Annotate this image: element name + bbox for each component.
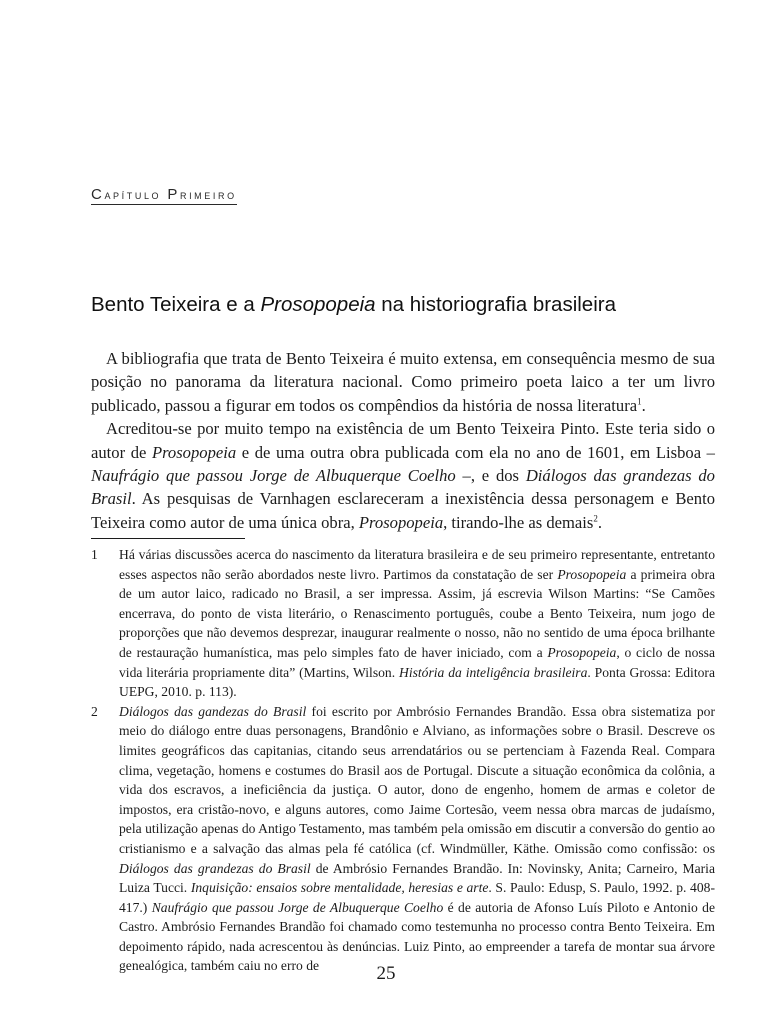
footnotes (91, 545, 715, 976)
chapter-heading-word1: apítulo (104, 187, 168, 202)
fn1-italic-b: Prosopopeia (557, 566, 627, 582)
chapter-heading-initial: C (91, 186, 105, 203)
p2-end: . (597, 512, 603, 532)
fn2-h: é de autoria de Afonso Luís Piloto e Antonio de Castro. Ambrósio Fernandes Brandão foi chamado como testemunha no processo contra Bento Teixeira. Em depoimento rápido, nada acrescentou às denúncias. Luiz Pinto, ao empreender a tarefa de montar sua árvore genealógica, também caiu no erro de (119, 899, 716, 974)
footnote-ref-1[interactable]: 1 (637, 396, 642, 407)
fn1-c: a primeira obra de um autor laico, radicado no Brasil, a ser impressa. Assim, já escrevia Wilson Martins: “Se Camões encerrava, do ponto de vista literário, o Renascimento português, coube a Bento Teixeira, num jogo de proporções que não devemos desprezar, inaugurar realmente o nosso, não no sentido de uma época brilhante de restauração humanística, mas pelo simples fato de haver iniciado, com a (119, 566, 715, 660)
footnote-number: 2 (91, 703, 98, 719)
page-title (91, 292, 731, 318)
p2-italic-prosopopeia: Prosopopeia (151, 442, 237, 462)
p1-text: A bibliografia que trata de Bento Teixeira é muito extensa, em consequência mesmo de sua posição no panorama da literatura nacional. Como primeiro poeta laico a ter um livro publicado, passou a figurar em todos os compêndios da história de nossa literatura (91, 349, 715, 415)
footnote-number: 1 (91, 547, 98, 562)
fn1-g: . Ponta Grossa: Editora UEPG, 2010. p. 113). (119, 664, 715, 700)
footnote-ref-2[interactable]: 2 (593, 513, 598, 524)
chapter-heading (91, 187, 237, 205)
p2-italic-naufragio: Naufrágio que passou Jorge de Albuquerque Coelho (91, 466, 456, 486)
fn1-italic-d: Prosopopeia (547, 644, 617, 660)
footnote-text (119, 545, 715, 702)
fn2-italic-a: Diálogos das gandezas do Brasil (119, 703, 307, 719)
p2-i: , tirando-lhe as demais (443, 512, 594, 532)
p2-italic-dialogos: Diálogos das grandezas do Brasil (91, 466, 715, 509)
fn2-italic-g: Naufrágio que passou Jorge de Albuquerque Coelho (151, 899, 444, 915)
fn1-e: , o ciclo de nossa vida literária propriamente dita” (Martins, Wilson. (119, 644, 715, 680)
p2-italic-prosopopeia-2: Prosopopeia (358, 512, 444, 532)
title-part2: na historiografia brasileira (375, 293, 616, 316)
paragraph-1 (91, 347, 715, 417)
page-number: 25 (376, 963, 396, 984)
fn2-d: de Ambrósio Fernandes Brandão. In: Novinsky, Anita; Carneiro, Maria Luiza Tucci. (119, 860, 715, 896)
p2-a: Acreditou-se por muito tempo na existência de um Bento Teixeira Pinto. Este teria sido o autor de (91, 419, 715, 462)
footnote-text (119, 702, 715, 976)
paragraph-2 (91, 417, 715, 534)
footnote-1 (91, 545, 715, 702)
p2-e: –, e dos (455, 466, 526, 486)
title-italic: Prosopopeia (260, 293, 376, 316)
fn2-b: foi escrito por Ambrósio Fernandes Brandão. Essa obra sistematiza por meio do diálogo entre duas personagens, Brandônio e Alviano, as informações sobre o Brasil. Descreve os limites geográficos das capitanias, citando seus arrendatários ou se pertenciam à Fazenda Real. Compara clima, vegetação, homens e costumes do Brasil aos de Portugal. Discute a situação econômica da colônia, a vida dos escravos, a ineficiência da justiça. O autor, dono de engenho, homem de armas e coletor de impostos, era cristão-novo, e alguns autores, como Jaime Cortesão, veem nessa obra marcas de judaísmo, pela utilização apenas do Antigo Testamento, mas também pela omissão em discutir a conversão do gentio ao cristianismo e a salvação das almas pela fé católica (cf. Windmüller, Käthe. Omissão como confissão: os (119, 703, 715, 856)
fn1-italic-f: História da inteligência brasileira (399, 664, 588, 680)
chapter-heading-word2: rimeiro (179, 187, 237, 202)
footnote-2 (91, 702, 715, 976)
fn2-f: . S. Paulo: Edusp, S. Paulo, 1992. p. 408-417.) (119, 880, 715, 915)
body-text (91, 347, 715, 534)
p2-g: . As pesquisas de Varnhagen esclareceram a inexistência dessa personagem e Bento Teixeira como autor de uma única obra, (91, 489, 715, 532)
title-part1: Bento Teixeira e a (91, 293, 261, 316)
fn2-italic-c: Diálogos das grandezas do Brasil (119, 860, 311, 876)
p2-c: e de uma outra obra publicada com ela no ano de 1601, em Lisboa – (236, 442, 715, 462)
fn1-a: Há várias discussões acerca do nascimento da literatura brasileira e de seu primeiro representante, entretanto esses aspectos não serão abordados neste livro. Partimos da constatação de ser (119, 547, 715, 582)
footnote-divider (91, 538, 245, 539)
chapter-heading-initial2: P (167, 186, 180, 203)
fn2-italic-e: Inquisição: ensaios sobre mentalidade, heresias e arte (190, 880, 489, 896)
p1-end: . (641, 395, 646, 415)
